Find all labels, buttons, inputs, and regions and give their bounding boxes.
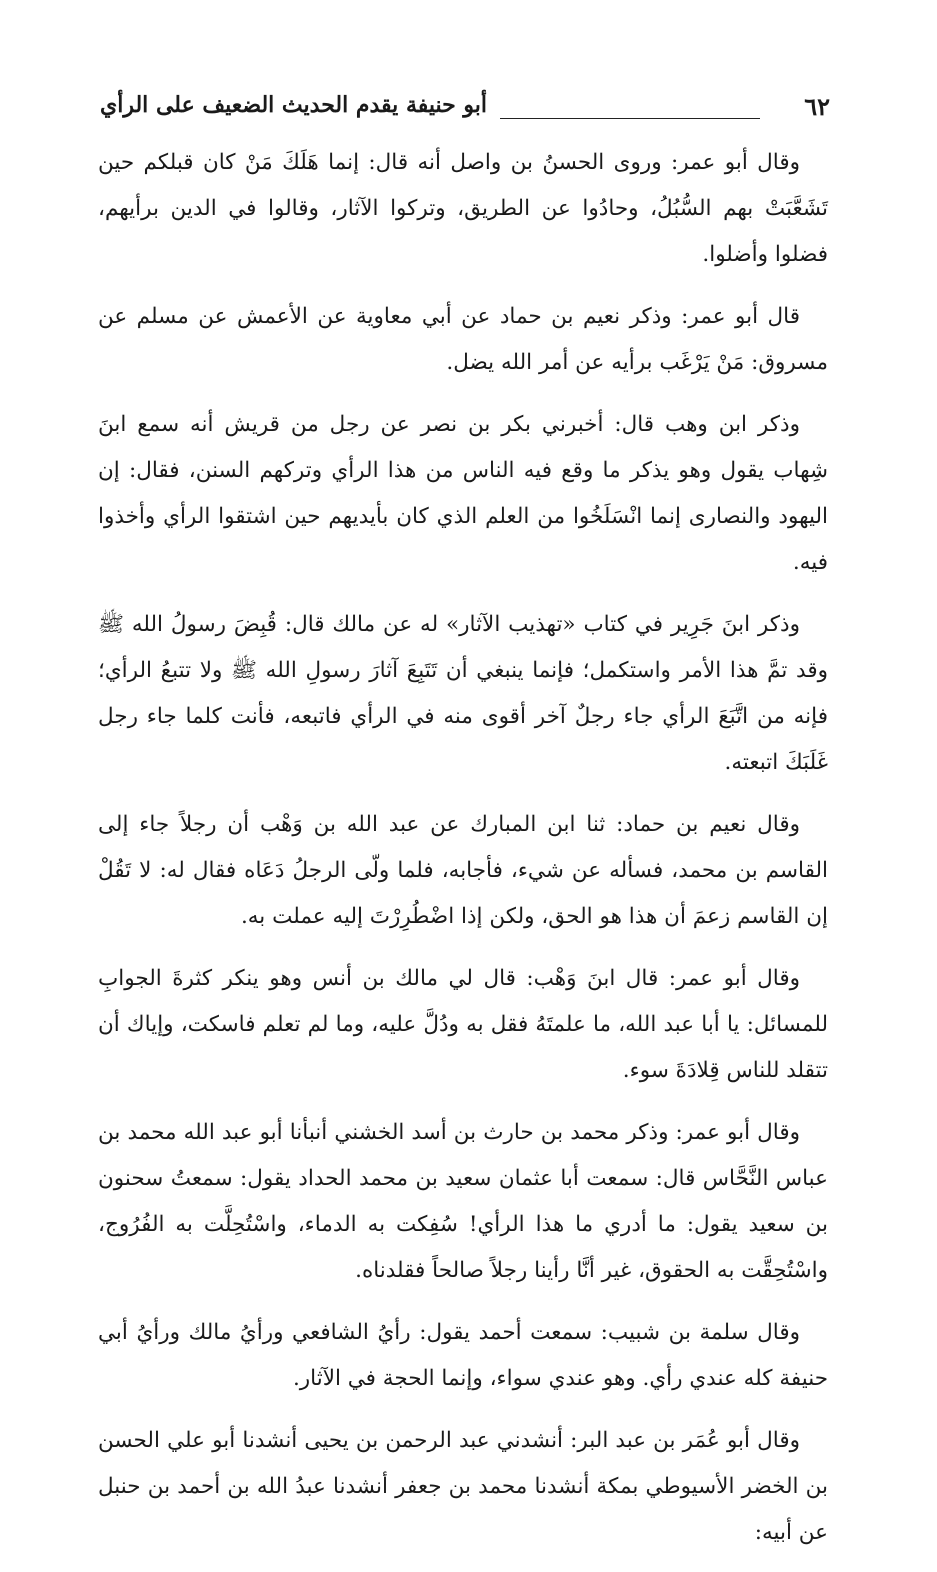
paragraph: وقال أبو عمر: وروى الحسنُ بن واصل أنه قال: إنما هَلَكَ مَنْ كان قبلكم حين تَشَعَّبَتْ بهم السُّبُلُ، وحادُوا عن الطريق، وتركوا الآثار، وقالوا في الدين برأيهم، فضلوا وأضلوا. <box>98 150 828 267</box>
header-rule <box>500 118 760 119</box>
paragraph: وقال أبو عمر: قال ابنَ وَهْب: قال لي مالك بن أنس وهو ينكر كثرةَ الجوابِ للمسائل: يا أبا عبد الله، ما علمتَهُ فقل به ودُلَّ عليه، وما لم تعلم فاسكت، وإياك أن تتقلد للناس قِلادَةَ سوء. <box>98 966 828 1083</box>
page-number: ٦٢ <box>804 92 830 121</box>
paragraph: وقال أبو عُمَر بن عبد البر: أنشدني عبد الرحمن بن يحيى أنشدنا أبو علي الحسن بن الخضر الأسيوطي بمكة أنشدنا محمد بن جعفر أنشدنا عبدُ الله بن أحمد بن حنبل عن أبيه: <box>98 1428 828 1545</box>
paragraph: وذكر ابن وهب قال: أخبرني بكر بن نصر عن رجل من قريش أنه سمع ابنَ شِهاب يقول وهو يذكر ما وقع فيه الناس من هذا الرأي وتركهم السنن، فقال: إن اليهود والنصارى إنما انْسَلَخُوا من العلم الذي كان بأيديهم حين اشتقوا الرأي وأخذوا فيه. <box>98 412 828 575</box>
paragraph: وقال نعيم بن حماد: ثنا ابن المبارك عن عبد الله بن وَهْب أن رجلاً جاء إلى القاسم بن محمد، فسأله عن شيء، فأجابه، فلما ولّى الرجلُ دَعَاه فقال له: لا تَقُلْ إن القاسم زعمَ أن هذا هو الحق، ولكن إذا اضْطُرِرْتَ إليه عملت به. <box>98 812 828 929</box>
paragraph: وذكر ابنَ جَرِير في كتاب «تهذيب الآثار» له عن مالك قال: قُبِضَ رسولُ الله ﷺ وقد تمَّ هذا الأمر واستكمل؛ فإنما ينبغي أن تَتَبِعَ آثارَ رسولِ الله ﷺ ولا تتبعُ الرأي؛ فإنه من اتَّبَعَ الرأي جاء رجلٌ آخر أقوى منه في الرأي فاتبعه، فأنت كلما جاء رجل غَلَبَكَ اتبعته. <box>98 612 828 775</box>
running-title: أبو حنيفة يقدم الحديث الضعيف على الرأي <box>100 92 488 118</box>
page-header <box>100 92 830 132</box>
page-body <box>98 140 828 1572</box>
paragraph: وقال سلمة بن شبيب: سمعت أحمد يقول: رأيُ الشافعي ورأيُ مالك ورأيُ أبي حنيفة كله عندي رأي. وهو عندي سواء، وإنما الحجة في الآثار. <box>98 1320 828 1391</box>
paragraph: قال أبو عمر: وذكر نعيم بن حماد عن أبي معاوية عن الأعمش عن مسلم عن مسروق: مَنْ يَرْغَب برأيه عن أمر الله يضل. <box>98 304 828 375</box>
paragraph: وقال أبو عمر: وذكر محمد بن حارث بن أسد الخشني أنبأنا أبو عبد الله محمد بن عباس النَّحَّاس قال: سمعت أبا عثمان سعيد بن محمد الحداد يقول: سمعتُ سحنون بن سعيد يقول: ما أدري ما هذا الرأي! سُفِكت به الدماء، واسْتُحِلَّت به الفُرُوج، واسْتُحِقَّت به الحقوق، غير أنَّا رأينا رجلاً صالحاً فقلدناه. <box>98 1120 828 1283</box>
